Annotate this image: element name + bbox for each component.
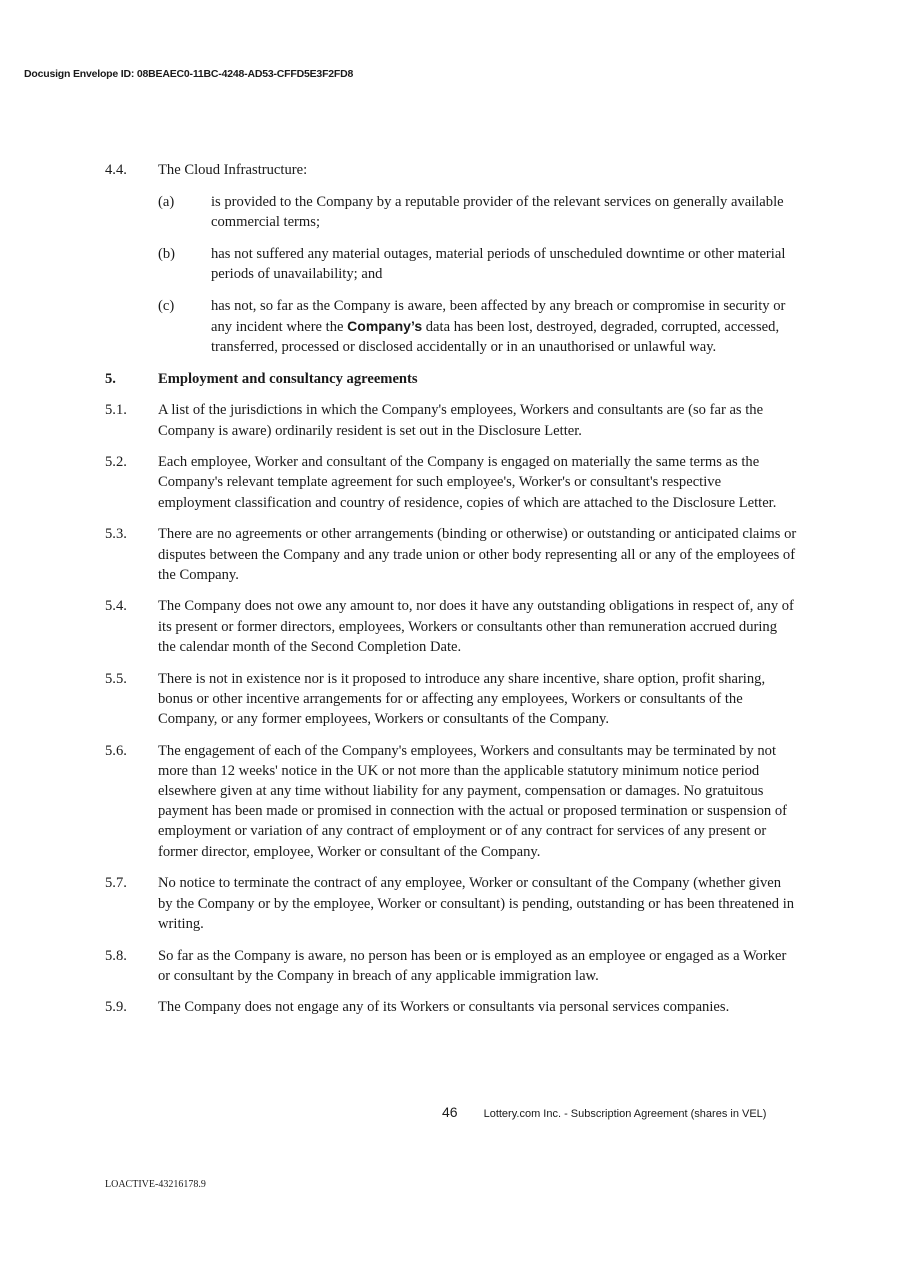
clause-5-4 xyxy=(105,596,797,657)
clause-number: 5.5. xyxy=(105,670,127,687)
section-title: Employment and consultancy agreements xyxy=(158,370,418,387)
docusign-envelope-id: Docusign Envelope ID: 08BEAEC0-11BC-4248-AD53-CFFD5E3F2FD8 xyxy=(24,68,354,80)
clause-text: A list of the jurisdictions in which the Company's employees, Workers and consultants are (so far as the Company is aware) ordinarily resident is set out in the Disclosure Letter. xyxy=(158,402,764,439)
sub-clause-label: (b) xyxy=(158,245,176,262)
clause-number: 5.2. xyxy=(105,454,127,471)
clause-5-2 xyxy=(105,452,797,513)
clause-5-9 xyxy=(105,997,797,1017)
sub-clause-text xyxy=(211,296,797,358)
clause-number: 5.1. xyxy=(105,402,127,419)
section-5-heading xyxy=(105,369,797,389)
clause-number: 5.8. xyxy=(105,947,127,964)
clause-5-8 xyxy=(105,946,797,986)
section-number: 5. xyxy=(105,370,116,387)
sub-clause-label: (a) xyxy=(158,193,175,210)
page-number: 46 xyxy=(442,1104,458,1120)
sub-clause-text-start: has not, so far as the Company is aware, been affected by any breach or compromise in security or any incident where the xyxy=(211,297,786,335)
clause-5-3 xyxy=(105,524,797,585)
clause-text: The Company does not owe any amount to, nor does it have any outstanding obligations in respect of, any of its present or former directors, employees, Workers or consultants other than remuneration accrued during the calendar month of the Second Completion Date. xyxy=(158,598,794,655)
clause-number: 5.7. xyxy=(105,875,127,892)
clause-5-1 xyxy=(105,400,797,440)
clause-text: There are no agreements or other arrangements (binding or otherwise) or outstanding or anticipated claims or disputes between the Company and any trade union or other body representing all or any of the employees of the Company. xyxy=(158,526,797,583)
document-reference-id: LOACTIVE-43216178.9 xyxy=(105,1179,206,1190)
page-footer xyxy=(442,1104,766,1120)
clause-text: So far as the Company is aware, no person has been or is employed as an employee or engaged as a Worker or consultant by the Company in breach of any applicable immigration law. xyxy=(158,947,787,984)
clause-text: The Company does not engage any of its Workers or consultants via personal services companies. xyxy=(158,999,730,1016)
clause-5-7 xyxy=(105,873,797,934)
clause-number: 5.9. xyxy=(105,999,127,1016)
clause-number: 5.4. xyxy=(105,598,127,615)
clause-number: 4.4. xyxy=(105,162,127,178)
clause-number: 5.3. xyxy=(105,526,127,543)
sub-clause-b xyxy=(158,244,797,284)
clause-number: 5.6. xyxy=(105,742,127,759)
clause-text: No notice to terminate the contract of any employee, Worker or consultant of the Company (whether given by the Company or by the employee, Worker or consultant) is pending, outstanding or has been threatened in writing. xyxy=(158,875,795,932)
footer-document-title: Lottery.com Inc. - Subscription Agreement (shares in VEL) xyxy=(483,1108,767,1120)
sub-clause-c xyxy=(158,296,797,358)
sub-clause-a xyxy=(158,192,797,232)
sub-clause-label: (c) xyxy=(158,297,175,314)
sub-clause-text: has not suffered any material outages, material periods of unscheduled downtime or other material periods of unavailability; and xyxy=(211,245,786,282)
clause-text: The engagement of each of the Company's employees, Workers and consultants may be terminated by not more than 12 weeks' notice in the UK or not more than the applicable statutory minimum notice period elsewhere given at any time without liability for any payment, compensation or damages. No gratuitous payment has been made or promised in connection with the actual or proposed termination or suspension of employment or variation of any contract of employment or of any contract for services of any present or former director, employee, Worker or consultant of the Company. xyxy=(158,742,787,860)
clause-5-5 xyxy=(105,669,797,730)
sub-clause-text-end: data has been lost, destroyed, degraded, corrupted, accessed, transferred, processed or disclosed accidentally or in an unauthorised or unlawful way. xyxy=(211,318,780,355)
company-possessive-bold: Company’s xyxy=(347,317,423,334)
clause-text: There is not in existence nor is it proposed to introduce any share incentive, share option, profit sharing, bonus or other incentive arrangements for or affecting any employees, Workers or consultants of the Company, or any former employees, Workers or consultants of the Company. xyxy=(158,670,766,727)
clause-text: Each employee, Worker and consultant of the Company is engaged on materially the same terms as the Company's relevant template agreement for such employee's, Worker's or consultant's respective employment classification and country of residence, copies of which are attached to the Disclosure Letter. xyxy=(158,454,777,511)
clause-text: The Cloud Infrastructure: xyxy=(158,162,308,178)
clause-5-6 xyxy=(105,741,797,862)
sub-clause-text: is provided to the Company by a reputable provider of the relevant services on generally available commercial terms; xyxy=(211,193,784,230)
document-body xyxy=(105,160,797,1029)
clause-4-4 xyxy=(105,160,797,180)
